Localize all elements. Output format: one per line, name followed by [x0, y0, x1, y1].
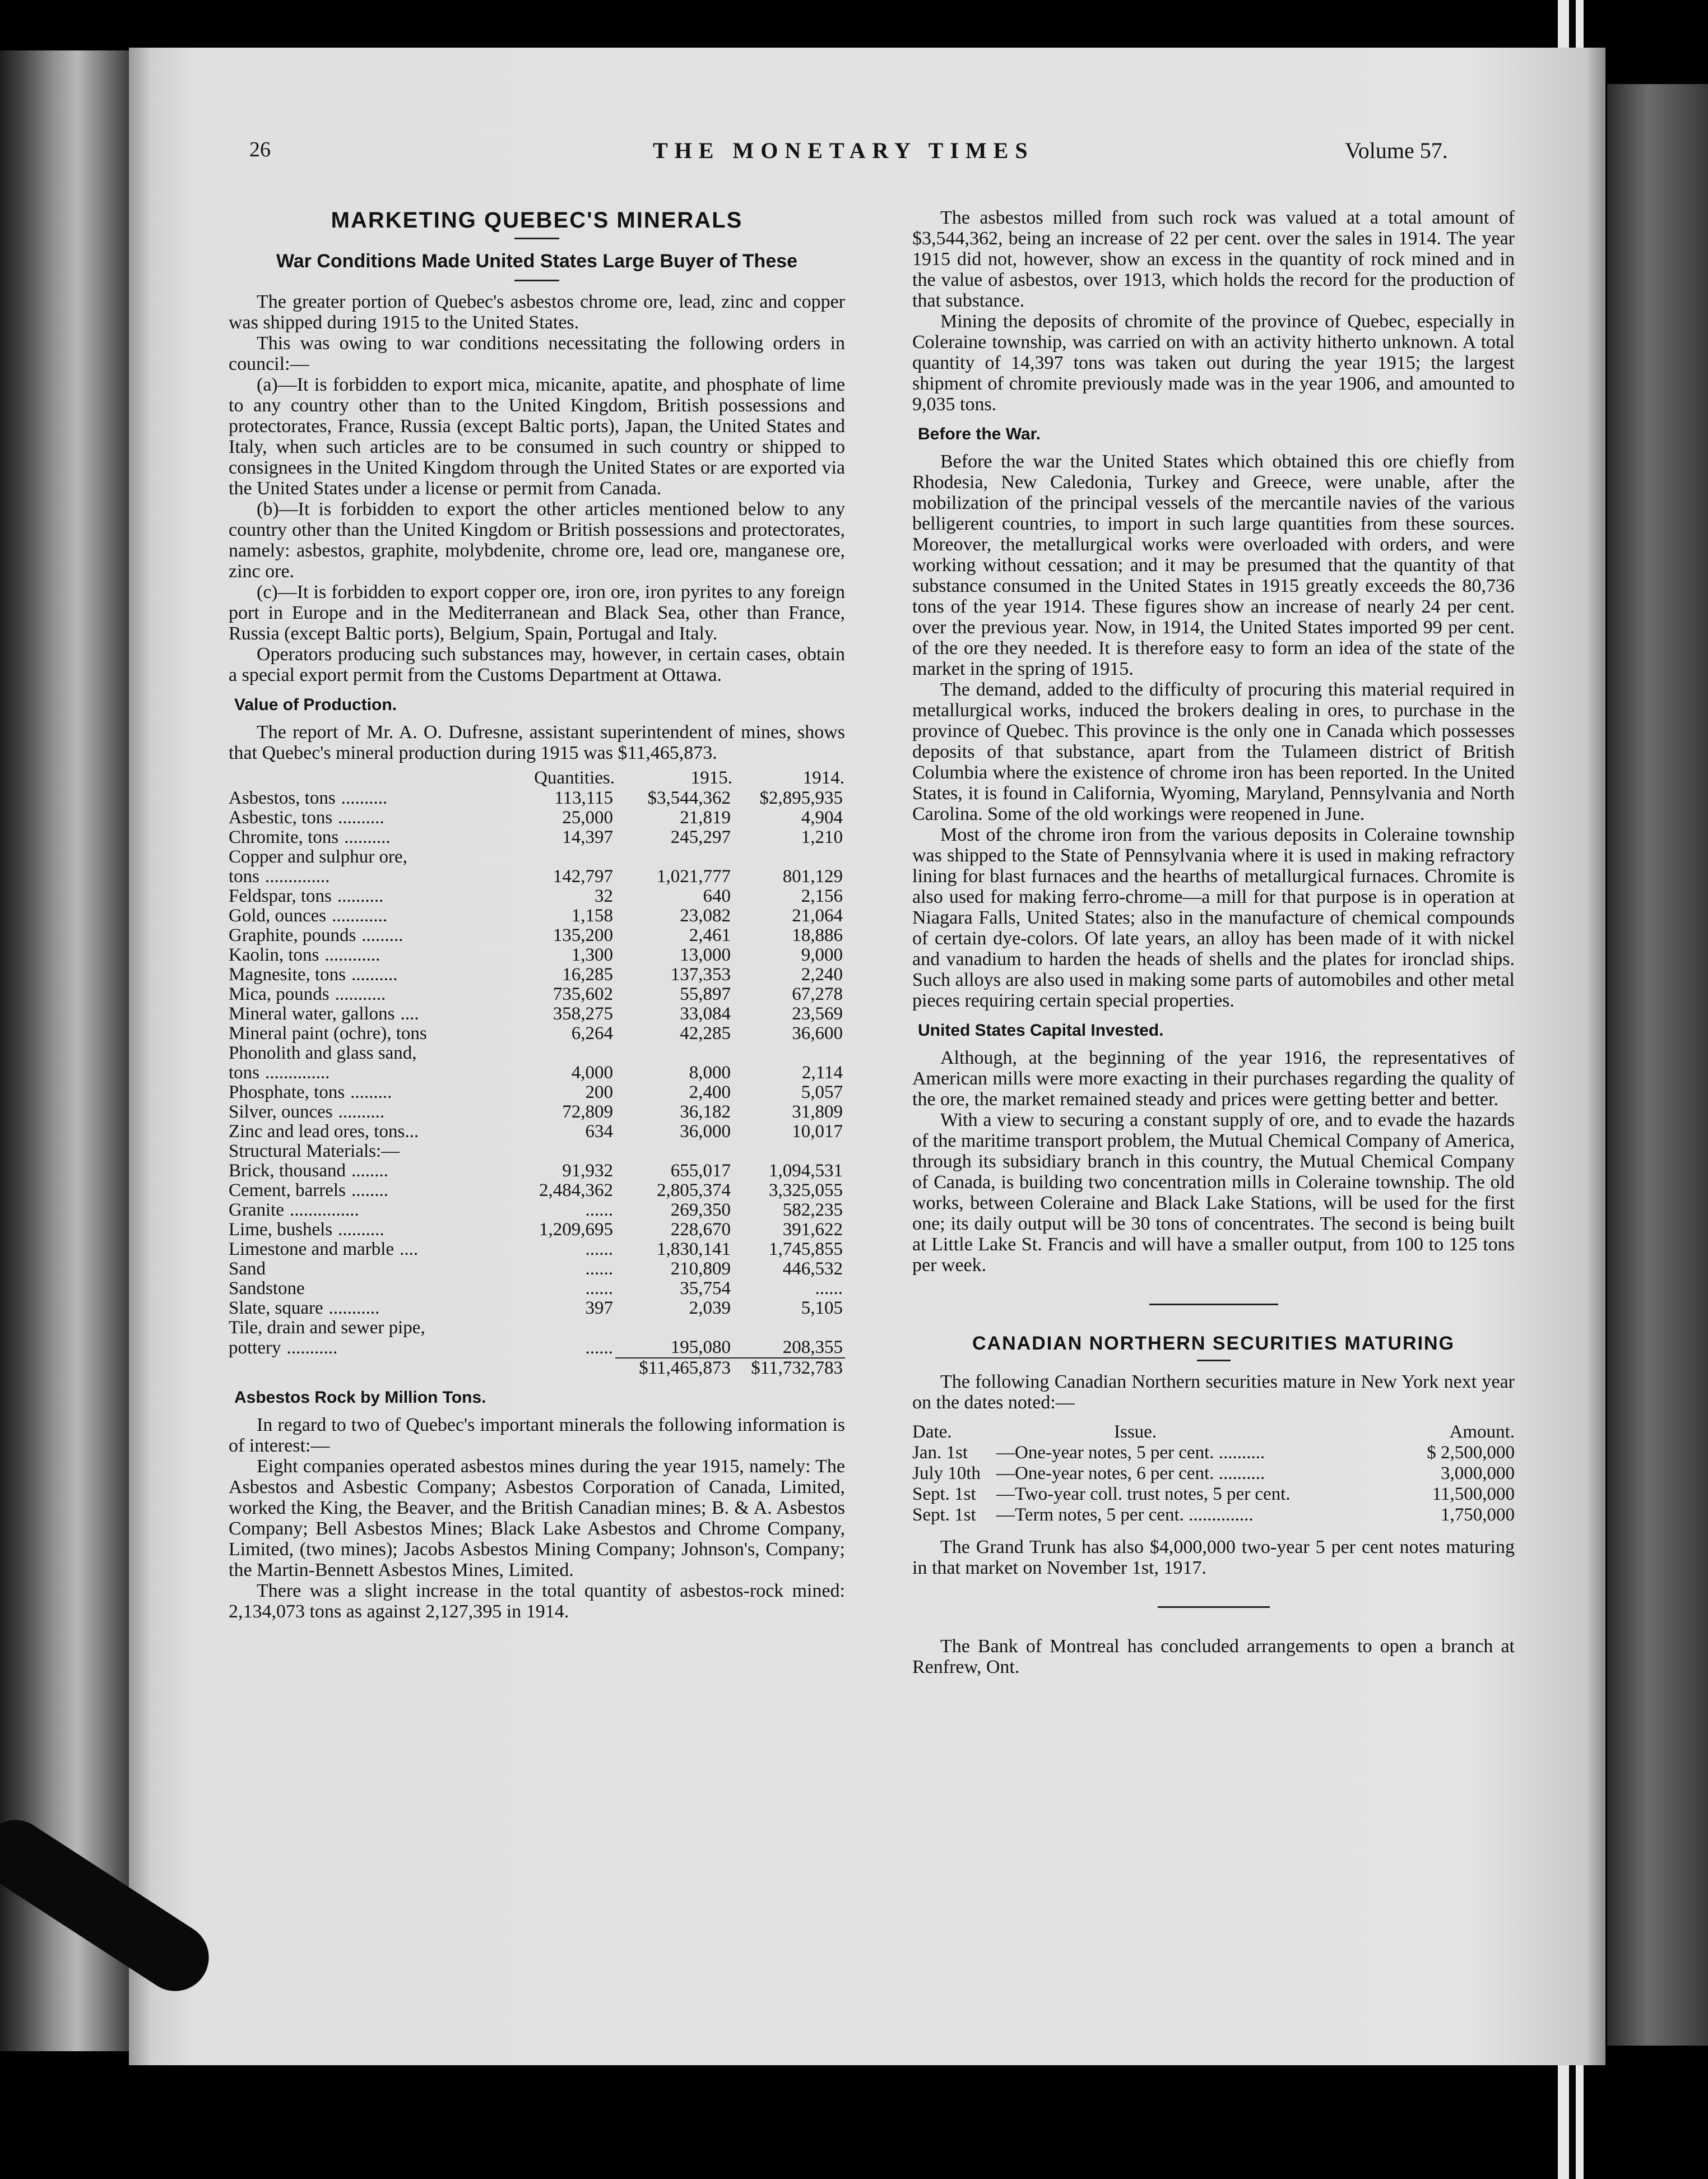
table-row — [229, 1318, 845, 1338]
mineral-name — [229, 808, 509, 828]
mineral-name — [229, 906, 509, 926]
mineral-name — [229, 1122, 509, 1142]
cell-amount: 11,500,000 — [1432, 1484, 1515, 1504]
divider — [514, 238, 559, 239]
paragraph: Most of the chrome iron from the various deposits in Coleraine township was shipped to the State of Pennsylvania where it is used in making refractory lining for blast furnaces and the hearths of metallurgical furnaces. Chromite is also used for making ferro-chrome—a mill for that purpose is in operation at Niagara Falls, United States; also in the manufacture of chemical compounds of certain dye-colors. Of late years, an alloy has been made of it with nickel and vanadium to harden the heads of shells and the plates for ironclad ships. Such alloys are also used in making some parts of automobiles and other metal pieces requiring certain special properties. — [912, 824, 1515, 1011]
cell-v1914 — [733, 1142, 845, 1161]
cell-v1915: 23,082 — [680, 906, 731, 926]
cell-v1915: 13,000 — [680, 945, 731, 965]
column-header: 1915. — [690, 768, 732, 788]
mineral-name — [229, 1161, 509, 1181]
mineral-label: Brick, thousand — [229, 1161, 346, 1181]
table-row — [229, 926, 845, 945]
mineral-label: Asbestic, tons — [229, 808, 333, 828]
column-header: Amount. — [1449, 1422, 1515, 1442]
cell-v1914: 31,809 — [792, 1102, 843, 1122]
cell-qty — [509, 1142, 615, 1161]
securities-table — [912, 1422, 1515, 1526]
mineral-name — [229, 1299, 509, 1318]
cell-v1915: 21,819 — [680, 808, 731, 828]
cell-v1914: ...... — [815, 1278, 843, 1299]
divider — [514, 280, 559, 281]
cell-qty — [509, 1044, 615, 1063]
securities-title: CANADIAN NORTHERN SECURITIES MATURING — [972, 1333, 1455, 1354]
paragraph: Although, at the beginning of the year 1916, the representatives of American mills were more exacting in their purchases regarding the quality of the ore, the market remained steady and prices were getting better and better. — [912, 1047, 1515, 1110]
cell-qty: ...... — [585, 1278, 613, 1299]
mineral-label: Sand — [229, 1259, 266, 1279]
table-row — [229, 1142, 845, 1161]
leader-dots: .......... — [341, 788, 388, 808]
cell-issue: —Term notes, 5 per cent. .............. — [996, 1505, 1254, 1525]
mineral-label: Kaolin, tons — [229, 945, 319, 965]
cell-qty: ...... — [585, 1200, 613, 1220]
mineral-label: Feldspar, tons — [229, 886, 332, 906]
cell-qty: 4,000 — [571, 1063, 613, 1083]
table-row — [229, 1044, 845, 1063]
cell-qty: 16,285 — [562, 965, 613, 985]
cell-v1915: 2,400 — [689, 1082, 731, 1102]
leader-dots: ......... — [361, 925, 403, 945]
mineral-label: Silver, ounces — [229, 1102, 333, 1122]
cell-amount: 1,750,000 — [1441, 1505, 1515, 1525]
cell-v1914: 208,355 — [782, 1337, 843, 1357]
leader-dots: .............. — [265, 1063, 330, 1083]
mineral-name — [229, 1142, 509, 1161]
divider — [1158, 1606, 1270, 1608]
table-row — [229, 887, 845, 906]
table-row — [229, 1102, 845, 1122]
cell-v1915: 269,350 — [670, 1200, 731, 1220]
paragraph: With a view to securing a constant supply of ore, and to evade the hazards of the maritime transport problem, the Mutual Chemical Company of America, through its subsidiary branch in this country, the Mutual Chemical Company of Canada, is building two concentration mills in Coleraine township. The old works, between Coleraine and Black Lake Stations, will be used for the first one; its daily output will be 30 tons of concentrates. The second is being built at Little Lake St. Francis and will have a smaller output, from 100 to 125 tons per week. — [912, 1110, 1515, 1276]
cell-v1915: $3,544,362 — [647, 788, 731, 808]
table-row — [229, 965, 845, 985]
leader-dots: .... — [400, 1004, 419, 1024]
mineral-label: Granite — [229, 1200, 284, 1220]
cell-v1914: 5,057 — [801, 1082, 843, 1102]
mineral-label: Sandstone — [229, 1278, 305, 1299]
leader-dots: ............ — [324, 945, 380, 965]
mineral-label: Cement, barrels — [229, 1180, 346, 1200]
cell-v1914: 23,569 — [792, 1004, 843, 1024]
cell-qty: 25,000 — [562, 808, 613, 828]
mineral-name — [229, 1240, 509, 1259]
mineral-name — [229, 1220, 509, 1240]
leader-dots: .............. — [265, 866, 330, 887]
mineral-name — [229, 1200, 509, 1220]
paragraph: The Grand Trunk has also $4,000,000 two-year 5 per cent notes maturing in that market on November 1st, 1917. — [912, 1537, 1515, 1578]
cell-qty: 135,200 — [553, 925, 613, 945]
cell-v1914: 2,114 — [801, 1063, 843, 1083]
cell-date: Sept. 1st — [912, 1484, 976, 1504]
paragraph: (a)—It is forbidden to export mica, micanite, apatite, and phosphate of lime to any country other than to the United Kingdom, British possessions and protectorates, France, Russia (except Baltic ports), Japan, the United States and Italy, when such articles are to be consumed in such country or shipped to consignees in the United Kingdom through the United States or are exported via the United States under a license or permit from Canada. — [229, 374, 845, 499]
cell-qty: 14,397 — [562, 827, 613, 847]
paragraph: (c)—It is forbidden to export copper ore, iron ore, iron pyrites to any foreign port in Europe and in the Mediterranean and Black Sea, other than France, Russia (except Baltic ports), Belgium, Spain, Portugal and Italy. — [229, 582, 845, 644]
leader-dots: .......... — [351, 965, 398, 985]
cell-v1915: 35,754 — [680, 1278, 731, 1299]
table-row — [912, 1463, 1515, 1484]
cell-v1914: 2,156 — [801, 886, 843, 906]
table-row — [229, 1181, 845, 1200]
paragraph: (b)—It is forbidden to export the other articles mentioned below to any country other than the United Kingdom or British possessions and protectorates, namely: asbestos, graphite, molybdenite, chrome ore, lead ore, manganese ore, zinc ore. — [229, 499, 845, 582]
cell-qty: 2,484,362 — [539, 1180, 613, 1200]
cell-v1914: 3,325,055 — [769, 1180, 843, 1200]
cell-v1914: 1,210 — [801, 827, 843, 847]
cell-v1914: 2,240 — [801, 965, 843, 985]
cell-qty: 634 — [585, 1121, 613, 1142]
cell-amount: $ 2,500,000 — [1427, 1443, 1515, 1463]
cell-date: Jan. 1st — [912, 1443, 968, 1463]
cell-v1914: 801,129 — [782, 866, 843, 887]
table-row — [912, 1505, 1515, 1526]
production-table — [229, 768, 845, 1378]
cell-qty: 91,932 — [562, 1161, 613, 1181]
leader-dots: .......... — [338, 808, 384, 828]
cell-v1914: 1,094,531 — [769, 1161, 843, 1181]
table-row — [229, 789, 845, 808]
mineral-label: Phosphate, tons — [229, 1082, 345, 1102]
cell-v1914: 18,886 — [792, 925, 843, 945]
cell-v1915: 1,830,141 — [657, 1239, 731, 1259]
cell-qty — [509, 1318, 615, 1338]
mineral-label: Gold, ounces — [229, 906, 327, 926]
column-header: Quantities. — [534, 768, 615, 788]
article-subtitle: War Conditions Made United States Large Buyer of These — [276, 251, 798, 272]
paragraph: This was owing to war conditions necessitating the following orders in council:— — [229, 333, 845, 374]
cell-v1914: 67,278 — [792, 984, 843, 1004]
total-1915: $11,465,873 — [615, 1358, 733, 1378]
total-1914: $11,732,783 — [733, 1358, 845, 1378]
table-row — [229, 808, 845, 828]
table-row — [912, 1443, 1515, 1463]
cell-date: Sept. 1st — [912, 1505, 976, 1525]
cell-v1915: 2,805,374 — [657, 1180, 731, 1200]
leader-dots: .......... — [338, 1102, 385, 1122]
mineral-name — [229, 1083, 509, 1102]
cell-v1915: 245,297 — [670, 827, 731, 847]
mineral-label: Mica, pounds — [229, 984, 329, 1004]
paragraph: There was a slight increase in the total quantity of asbestos-rock mined: 2,134,073 tons as against 2,127,395 in 1914. — [229, 1580, 845, 1622]
mineral-label: Phonolith and glass sand, — [229, 1043, 417, 1063]
cell-date: July 10th — [912, 1463, 981, 1483]
cell-v1915: 640 — [703, 886, 731, 906]
paragraph: Eight companies operated asbestos mines during the year 1915, namely: The Asbestos and Asbestic Company; Asbestos Corporation of Canada, Limited, worked the King, the Beaver, and the British Canadian mines; B. & A. Asbestos Company; Bell Asbestos Mines; Black Lake Asbestos and Chrome Company, Limited, (two mines); Jacobs Asbestos Mining Company; Johnson's, Company; the Martin-Bennett Asbestos Mines, Limited. — [229, 1456, 845, 1580]
cell-qty: 735,602 — [553, 984, 613, 1004]
section-heading: Value of Production. — [234, 696, 397, 714]
cell-v1915: 2,039 — [689, 1298, 731, 1318]
mineral-label: Asbestos, tons — [229, 788, 336, 808]
divider — [1197, 1360, 1231, 1361]
cell-qty — [509, 847, 615, 867]
mineral-label: Limestone and marble — [229, 1239, 394, 1259]
cell-v1915: 210,809 — [670, 1259, 731, 1279]
mineral-name — [229, 789, 509, 808]
table-row — [229, 847, 845, 867]
leader-dots: .......... — [344, 827, 391, 847]
cell-v1915 — [615, 1318, 733, 1338]
mineral-name — [229, 867, 509, 887]
cell-qty: 1,158 — [571, 906, 613, 926]
mineral-label: Graphite, pounds — [229, 925, 356, 945]
paragraph: The greater portion of Quebec's asbestos chrome ore, lead, zinc and copper was shipped during 1915 to the United States. — [229, 291, 845, 333]
paragraph: Operators producing such substances may, however, in certain cases, obtain a special export permit from the Customs Department at Ottawa. — [229, 644, 845, 685]
table-row — [229, 906, 845, 926]
cell-v1915: 228,670 — [670, 1220, 731, 1240]
cell-qty: 397 — [585, 1298, 613, 1318]
mineral-name — [229, 1318, 509, 1338]
cell-qty: 1,300 — [571, 945, 613, 965]
cell-amount: 3,000,000 — [1441, 1463, 1515, 1483]
cell-v1915 — [615, 847, 733, 867]
leader-dots: .......... — [337, 886, 384, 906]
cell-qty: 113,115 — [554, 788, 613, 808]
table-row — [229, 1161, 845, 1181]
cell-v1915: 655,017 — [670, 1161, 731, 1181]
mineral-name — [229, 945, 509, 965]
section-heading: Asbestos Rock by Million Tons. — [234, 1388, 486, 1407]
cell-v1915: 137,353 — [670, 965, 731, 985]
mineral-name — [229, 965, 509, 985]
securities-table-body — [912, 1443, 1515, 1526]
article-title: MARKETING QUEBEC'S MINERALS — [331, 208, 743, 233]
mineral-label: Mineral water, gallons — [229, 1004, 395, 1024]
column-header: Issue. — [1114, 1422, 1157, 1442]
paragraph: Mining the deposits of chromite of the province of Quebec, especially in Coleraine township, was carried on with an activity hitherto unknown. A total quantity of 14,397 tons was taken out during the year 1915; the largest shipment of chromite previously made was in the year 1906, and amounted to 9,035 tons. — [912, 311, 1515, 415]
mineral-label: Structural Materials:— — [229, 1141, 400, 1161]
section-heading: United States Capital Invested. — [918, 1021, 1164, 1040]
production-table-body — [229, 789, 845, 1358]
mineral-label: pottery — [229, 1338, 281, 1358]
page-number: 26 — [249, 138, 271, 161]
paragraph: The demand, added to the difficulty of procuring this material required in metallurgical works, induced the brokers dealing in ores, to purchase in the province of Quebec. This province is the only one in Canada which possesses deposits of that substance, apart from the Tulameen district of British Columbia where the existence of chrome iron has been reported. In the United States, it is found in California, Wyoming, Maryland, Pennsylvania and North Carolina. Some of the old workings were reopened in June. — [912, 679, 1515, 824]
cell-qty: 6,264 — [571, 1023, 613, 1044]
cell-v1914 — [733, 847, 845, 867]
cell-v1914 — [733, 1044, 845, 1063]
paragraph: Before the war the United States which obtained this ore chiefly from Rhodesia, New Caledonia, Turkey and Greece, were unable, after the mobilization of the principal vessels of the mercantile navies of the various belligerent countries, to import in such large quantities from these sources. Moreover, the metallurgical works were overloaded with orders, and were working without cessation; and it may be presumed that the quantity of that substance consumed in the United States in 1915 greatly exceeds the 80,736 tons of the year 1914. These figures show an increase of nearly 24 per cent. over the previous year. Now, in 1914, the United States imported 99 per cent. of the ore they needed. It is therefore easy to form an idea of the state of the market in the spring of 1915. — [912, 451, 1515, 679]
column-header: Date. — [912, 1422, 952, 1442]
mineral-name — [229, 1102, 509, 1122]
column-header: 1914. — [802, 768, 844, 788]
mineral-label: Lime, bushels — [229, 1220, 333, 1240]
cell-v1915 — [615, 1142, 733, 1161]
leader-dots: ............... — [289, 1200, 359, 1220]
table-header-row — [229, 768, 845, 789]
cell-v1914: 10,017 — [792, 1121, 843, 1142]
leader-dots: ......... — [350, 1082, 392, 1102]
mineral-label: Zinc and lead ores, tons... — [229, 1121, 419, 1142]
mineral-label: Magnesite, tons — [229, 965, 346, 985]
table-row — [229, 1024, 845, 1044]
table-row — [229, 1063, 845, 1083]
mineral-label: Tile, drain and sewer pipe, — [229, 1318, 425, 1338]
right-column — [912, 207, 1515, 1677]
mineral-name — [229, 847, 509, 867]
cell-v1915: 2,461 — [689, 925, 731, 945]
mineral-label: Slate, square — [229, 1298, 323, 1318]
volume-label: Volume 57. — [1345, 138, 1448, 163]
table-total-row — [229, 1358, 845, 1378]
mineral-label: tons — [229, 1063, 260, 1083]
cell-qty: ...... — [585, 1239, 613, 1259]
table-row — [229, 1220, 845, 1240]
cell-v1914: $2,895,935 — [759, 788, 843, 808]
left-column — [229, 210, 845, 1622]
cell-v1915: 55,897 — [680, 984, 731, 1004]
cell-v1914: 5,105 — [801, 1298, 843, 1318]
leader-dots: ........ — [351, 1180, 388, 1200]
mineral-label: Mineral paint (ochre), tons — [229, 1023, 427, 1044]
cell-v1915: 36,000 — [680, 1121, 731, 1142]
section-heading: Before the War. — [918, 425, 1041, 443]
cell-v1915: 195,080 — [670, 1337, 731, 1357]
cell-qty: 32 — [595, 886, 613, 906]
table-row — [229, 1122, 845, 1142]
leader-dots: ........... — [335, 984, 386, 1004]
mineral-name — [229, 1279, 509, 1299]
cell-v1915: 42,285 — [680, 1023, 731, 1044]
mineral-name — [229, 985, 509, 1004]
cell-qty: 142,797 — [553, 866, 613, 887]
cell-v1915: 8,000 — [689, 1063, 731, 1083]
leader-dots: ........... — [286, 1338, 338, 1358]
mineral-label: tons — [229, 866, 260, 887]
cell-v1914: 21,064 — [792, 906, 843, 926]
mineral-name — [229, 1004, 509, 1024]
next-page-edge — [1607, 84, 1708, 2046]
table-row — [229, 1279, 845, 1299]
leader-dots: ........ — [351, 1161, 388, 1181]
paragraph: The asbestos milled from such rock was valued at a total amount of $3,544,362, being an increase of 22 per cent. over the sales in 1914. The year 1915 did not, however, show an excess in the quantity of rock mined and in the value of asbestos, over 1913, which holds the record for the production of that substance. — [912, 207, 1515, 311]
table-row — [229, 1200, 845, 1220]
cell-v1915 — [615, 1044, 733, 1063]
mineral-name — [229, 926, 509, 945]
mineral-name — [229, 828, 509, 847]
cell-v1914: 582,235 — [782, 1200, 843, 1220]
cell-issue: —One-year notes, 5 per cent. .......... — [996, 1443, 1265, 1463]
journal-title: THE MONETARY TIMES — [653, 138, 1034, 163]
cell-v1914: 391,622 — [782, 1220, 843, 1240]
cell-v1915: 33,084 — [680, 1004, 731, 1024]
cell-v1914: 1,745,855 — [769, 1239, 843, 1259]
cell-v1914: 36,600 — [792, 1023, 843, 1044]
mineral-label: Chromite, tons — [229, 827, 339, 847]
book-binding — [0, 50, 140, 2051]
table-row — [229, 828, 845, 847]
table-row — [229, 1004, 845, 1024]
cell-v1915: 36,182 — [680, 1102, 731, 1122]
cell-v1915: 1,021,777 — [657, 866, 731, 887]
table-row — [229, 1259, 845, 1279]
cell-v1914: 9,000 — [801, 945, 843, 965]
leader-dots: ........... — [328, 1298, 380, 1318]
table-row — [229, 985, 845, 1004]
cell-issue: —One-year notes, 6 per cent. .......... — [996, 1463, 1265, 1483]
mineral-name — [229, 1181, 509, 1200]
table-row — [229, 1240, 845, 1259]
table-row — [229, 867, 845, 887]
mineral-name — [229, 1338, 509, 1358]
cell-qty: ...... — [585, 1338, 613, 1358]
mineral-name — [229, 1044, 509, 1063]
table-row — [229, 1299, 845, 1318]
cell-v1914: 446,532 — [782, 1259, 843, 1279]
mineral-label: Copper and sulphur ore, — [229, 847, 407, 867]
divider — [1149, 1304, 1278, 1305]
table-row — [229, 945, 845, 965]
cell-v1914 — [733, 1318, 845, 1338]
cell-qty: ...... — [585, 1259, 613, 1279]
cell-issue: —Two-year coll. trust notes, 5 per cent. — [996, 1484, 1291, 1504]
table-header-row — [912, 1422, 1515, 1443]
table-row — [229, 1338, 845, 1358]
paragraph: The Bank of Montreal has concluded arrangements to open a branch at Renfrew, Ont. — [912, 1636, 1515, 1677]
cell-qty: 358,275 — [553, 1004, 613, 1024]
table-row — [229, 1083, 845, 1102]
leader-dots: .... — [400, 1239, 419, 1259]
mineral-name — [229, 887, 509, 906]
table-row — [912, 1484, 1515, 1505]
paragraph: The following Canadian Northern securities mature in New York next year on the dates noted:— — [912, 1371, 1515, 1413]
cell-qty: 1,209,695 — [539, 1220, 613, 1240]
paragraph: In regard to two of Quebec's important minerals the following information is of interest:— — [229, 1415, 845, 1456]
cell-qty: 200 — [585, 1082, 613, 1102]
mineral-name — [229, 1259, 509, 1279]
leader-dots: .......... — [338, 1220, 384, 1240]
cell-v1914: 4,904 — [801, 808, 843, 828]
leader-dots: ............ — [332, 906, 388, 926]
mineral-name — [229, 1063, 509, 1083]
paragraph: The report of Mr. A. O. Dufresne, assistant superintendent of mines, shows that Quebec's mineral production during 1915 was $11,465,873. — [229, 722, 845, 763]
cell-qty: 72,809 — [562, 1102, 613, 1122]
mineral-name — [229, 1024, 509, 1044]
